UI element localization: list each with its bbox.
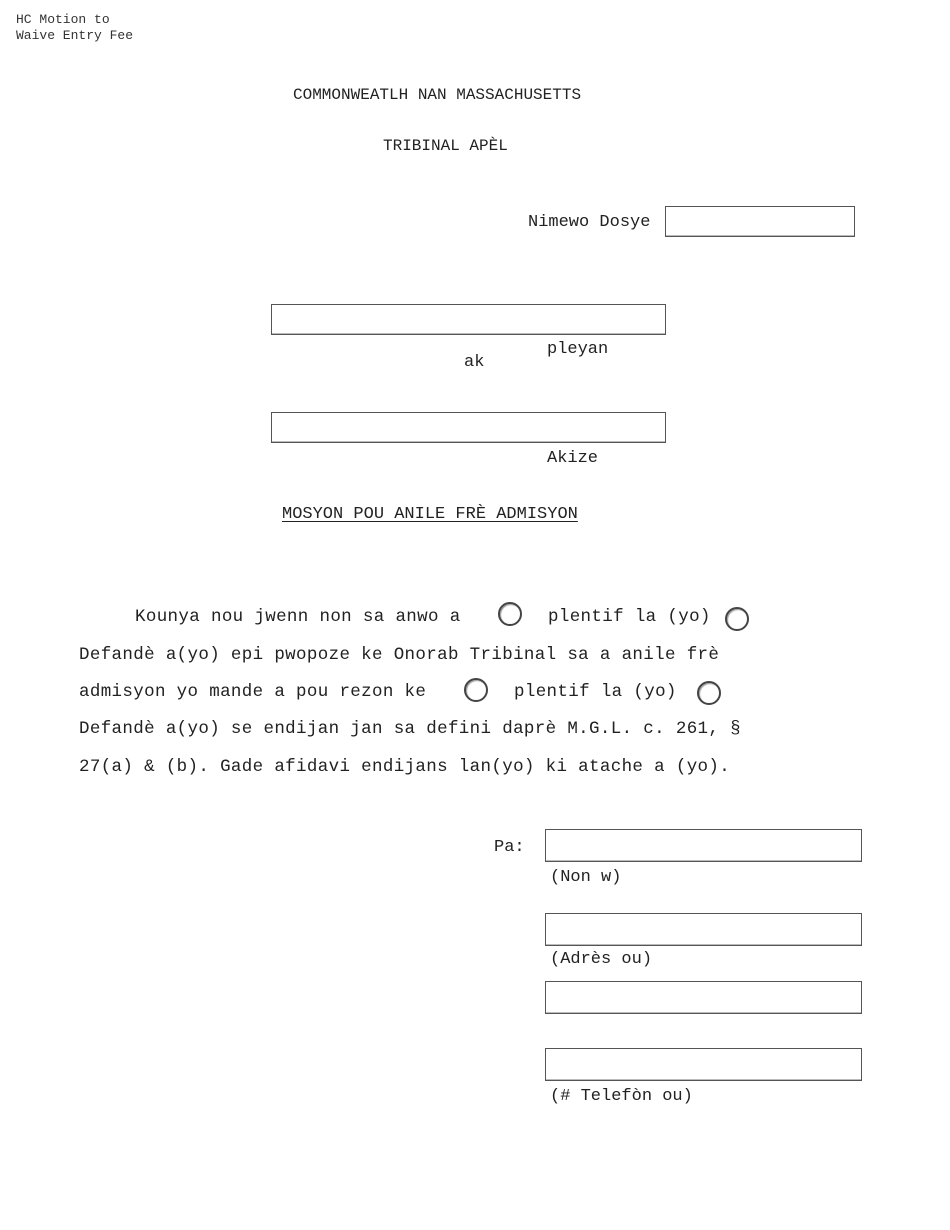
- corner-note-line2: Waive Entry Fee: [16, 28, 134, 43]
- address2-input[interactable]: [546, 982, 861, 1013]
- address-field[interactable]: [545, 913, 862, 946]
- plaintiff-label: pleyan: [547, 340, 609, 359]
- corner-note: [16, 12, 133, 44]
- phone-label: (# Telefòn ou): [550, 1087, 693, 1106]
- phone-field[interactable]: [545, 1048, 862, 1081]
- body-line5: 27(a) & (b). Gade afidavi endijans lan(yo) ki atache a (yo).: [79, 757, 731, 777]
- plaintiff-radio-2[interactable]: [464, 678, 488, 702]
- defendant-input[interactable]: [272, 413, 665, 442]
- body-line2: Defandè a(yo) epi pwopoze ke Onorab Tribinal sa a anile frè: [79, 645, 720, 665]
- by-label: Pa:: [494, 838, 525, 857]
- plaintiff-input[interactable]: [272, 305, 665, 334]
- corner-note-line1: HC Motion to: [16, 12, 110, 27]
- defendant-radio-1[interactable]: [725, 607, 749, 631]
- court-heading: TRIBINAL APÈL: [383, 137, 508, 155]
- docket-number-field[interactable]: [665, 206, 855, 237]
- address-input[interactable]: [546, 914, 861, 945]
- name-label: (Non w): [550, 868, 622, 887]
- docket-number-input[interactable]: [666, 207, 854, 236]
- body-line4: Defandè a(yo) se endijan jan sa defini daprè M.G.L. c. 261, §: [79, 719, 741, 739]
- body-line1-part1: Kounya nou jwenn non sa anwo a: [135, 607, 461, 627]
- name-field[interactable]: [545, 829, 862, 862]
- motion-title: MOSYON POU ANILE FRÈ ADMISYON: [282, 505, 578, 524]
- phone-input[interactable]: [546, 1049, 861, 1080]
- plaintiff-radio-1[interactable]: [498, 602, 522, 626]
- commonwealth-heading: COMMONWEATLH NAN MASSACHUSETTS: [293, 86, 582, 104]
- body-line1-part2: plentif la (yo): [548, 607, 711, 627]
- plaintiff-field[interactable]: [271, 304, 666, 335]
- defendant-radio-2[interactable]: [697, 681, 721, 705]
- docket-label: Nimewo Dosye: [528, 213, 651, 232]
- defendant-field[interactable]: [271, 412, 666, 443]
- defendant-label: Akize: [547, 449, 599, 468]
- body-line3-part2: plentif la (yo): [514, 682, 677, 702]
- body-line3-part1: admisyon yo mande a pou rezon ke: [79, 682, 427, 702]
- and-label: ak: [464, 353, 485, 372]
- name-input[interactable]: [546, 830, 861, 861]
- address-label: (Adrès ou): [550, 950, 653, 969]
- address2-field[interactable]: [545, 981, 862, 1014]
